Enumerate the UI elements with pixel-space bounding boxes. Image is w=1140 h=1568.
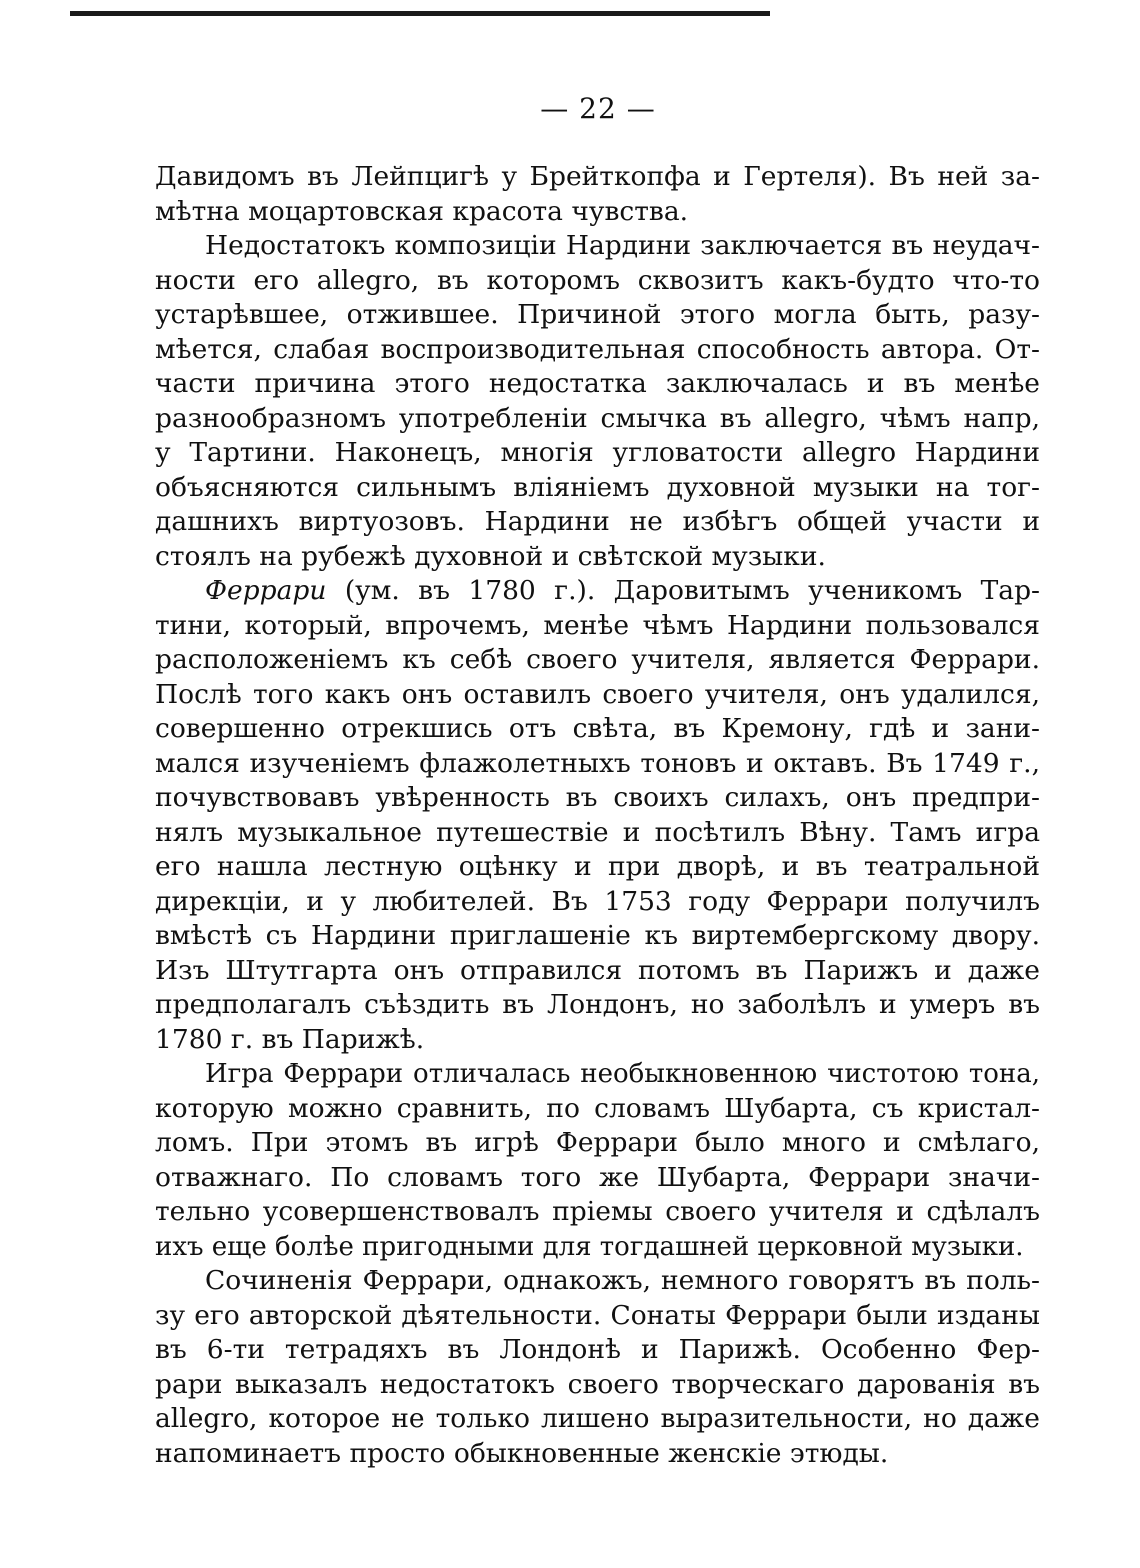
paragraph-1-line-2: мѣтна моцартовская красота чувства. xyxy=(155,195,689,227)
paragraph-3-line-14: 1780 г. въ Парижѣ. xyxy=(155,1023,425,1055)
paragraph-4-line-4: отважнаго. По словамъ того же Шубарта, Феррари значи- xyxy=(155,1161,1040,1193)
paragraph-3-line-12: Изъ Штутгарта онъ отправился потомъ въ Парижъ и даже xyxy=(155,954,1040,986)
paragraph-3-line-1 xyxy=(155,574,1040,609)
paragraph-5-line-6: напоминаетъ просто обыкновенные женскіе этюды. xyxy=(155,1437,889,1469)
paragraph-3-line-3: расположеніемъ къ себѣ своего учителя, является Феррари. xyxy=(155,644,1040,675)
paragraph-3-line-1-text: (ум. въ 1780 г.). Даровитымъ ученикомъ Тар- xyxy=(326,575,1040,606)
paragraph-2-line-7: у Тартини. Наконецъ, многія угловатости allegro Нардини xyxy=(155,437,1040,468)
paragraph-3-line-8: нялъ музыкальное путешествіе и посѣтилъ Вѣну. Тамъ игра xyxy=(155,816,1040,848)
paragraph-3-line-4: Послѣ того какъ онъ оставилъ своего учителя, онъ удалился, xyxy=(155,678,1040,710)
page-number: — 22 — xyxy=(540,92,656,125)
paragraph-3-line-10: дирекціи, и у любителей. Въ 1753 году Феррари получилъ xyxy=(155,885,1040,917)
paragraph-4-line-3: ломъ. При этомъ въ игрѣ Феррари было много и смѣлаго, xyxy=(155,1127,1040,1158)
paragraph-2-line-2: ности его allegro, въ которомъ сквозитъ какъ-будто что-то xyxy=(155,264,1040,296)
paragraph-2-line-9: дашнихъ виртуозовъ. Нардини не избѣгъ общей участи и xyxy=(155,506,1040,537)
paragraph-2-line-5: части причина этого недостатка заключалась и въ менѣе xyxy=(155,368,1040,399)
paragraph-2-line-8: объясняются сильнымъ вліяніемъ духовной музыки на тог- xyxy=(155,471,1040,503)
paragraph-3-line-9: его нашла лестную оцѣнку и при дворѣ, и въ театральной xyxy=(155,851,1040,882)
paragraph-2-line-3: устарѣвшее, отжившее. Причиной этого могла быть, разу- xyxy=(155,299,1040,330)
paragraph-5-line-3: въ 6-ти тетрадяхъ въ Лондонѣ и Парижѣ. Особенно Фер- xyxy=(155,1334,1040,1365)
paragraph-3-line-7: почувствовавъ увѣренность въ своихъ силахъ, онъ предпри- xyxy=(155,782,1040,813)
paragraph-3-line-5: совершенно отрекшись отъ свѣта, въ Кремону, гдѣ и зани- xyxy=(155,713,1040,744)
paragraph-5-line-4: рари выказалъ недостатокъ своего творческаго дарованія въ xyxy=(155,1368,1040,1400)
top-rule xyxy=(70,11,770,16)
paragraph-4-line-5: тельно усовершенствовалъ пріемы своего учителя и сдѣлалъ xyxy=(155,1196,1040,1227)
paragraph-2-line-4: мѣется, слабая воспроизводительная способность автора. От- xyxy=(155,333,1040,365)
paragraph-3-line-13: предполагалъ съѣздить въ Лондонъ, но заболѣлъ и умеръ въ xyxy=(155,989,1040,1020)
paragraph-3-line-11: вмѣстѣ съ Нардини приглашеніе къ виртембергскому двору. xyxy=(155,920,1040,951)
paragraph-2-line-1: Недостатокъ композиціи Нардини заключается въ неудач- xyxy=(205,230,1040,261)
paragraph-4-line-2: которую можно сравнить, по словамъ Шубарта, съ кристал- xyxy=(155,1092,1040,1124)
paragraph-2-line-6: разнообразномъ употребленіи смычка въ allegro, чѣмъ напр, xyxy=(155,402,1040,434)
paragraph-5-line-5: allegro, которое не только лишено выразительности, но даже xyxy=(155,1403,1040,1434)
paragraph-2-line-10: стоялъ на рубежѣ духовной и свѣтской музыки. xyxy=(155,540,826,572)
paragraph-5-line-2: зу его авторской дѣятельности. Сонаты Феррари были изданы xyxy=(155,1299,1040,1331)
paragraph-5-line-1: Сочиненія Феррари, однакожъ, немного говорятъ въ поль- xyxy=(205,1265,1040,1296)
paragraph-4-line-1: Игра Феррари отличалась необыкновенною чистотою тона, xyxy=(205,1059,1040,1089)
composer-name-ferrari: Феррари xyxy=(205,575,327,606)
paragraph-3-line-2: тини, который, впрочемъ, менѣе чѣмъ Нардини пользовался xyxy=(155,609,1040,641)
paragraph-4-line-6: ихъ еще болѣе пригодными для тогдашней церковной музыки. xyxy=(155,1231,1024,1262)
paragraph-3-line-6: мался изученіемъ флажолетныхъ тоновъ и октавъ. Въ 1749 г., xyxy=(155,747,1040,779)
body-text xyxy=(155,160,1040,1471)
paragraph-1-line-1: Давидомъ въ Лейпцигѣ у Брейткопфа и Гертеля). Въ ней за- xyxy=(155,161,1040,192)
